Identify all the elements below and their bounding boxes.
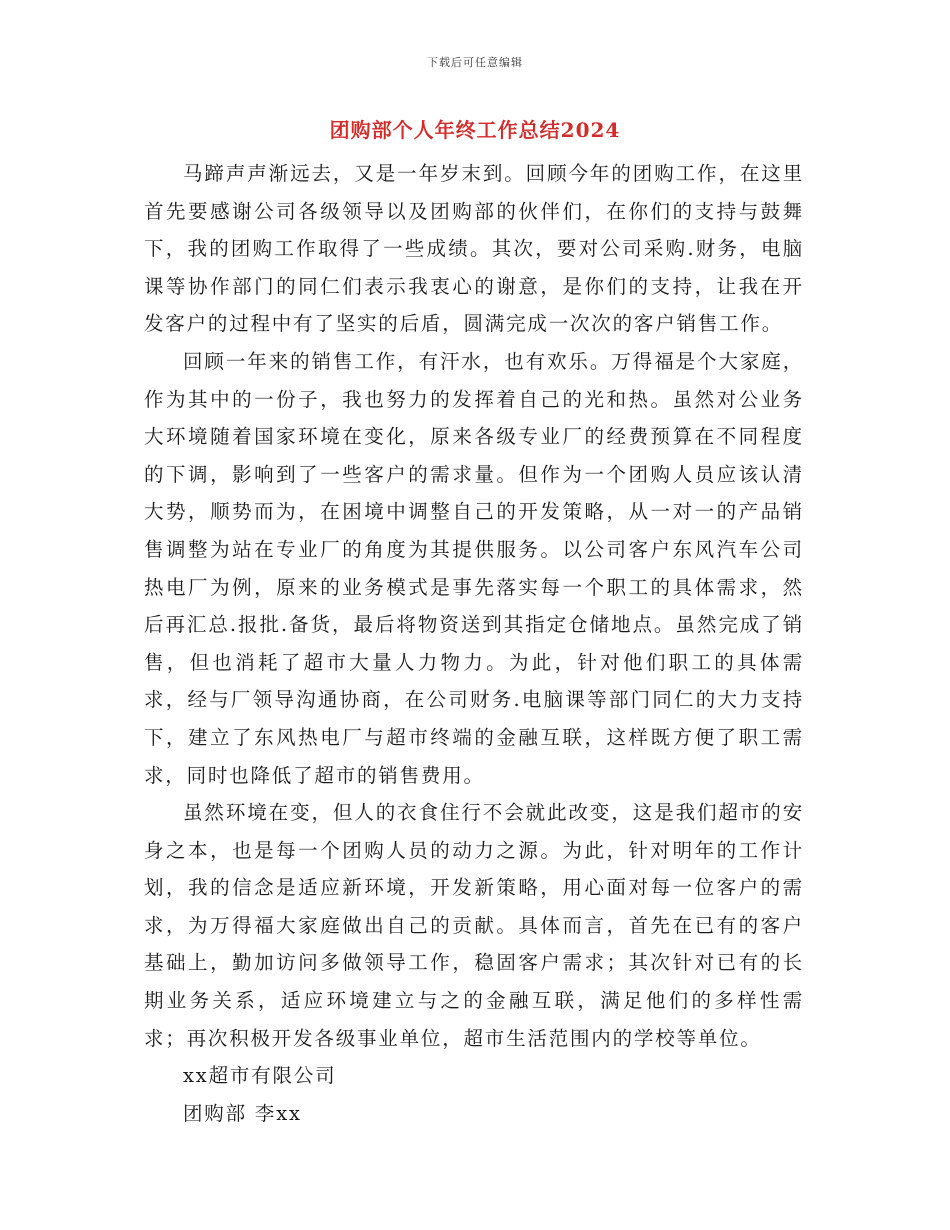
signature-department-person: 团购部 李xx <box>183 1101 302 1125</box>
paragraph-review: 回顾一年来的销售工作，有汗水，也有欢乐。万得福是个大家庭，作为其中的一份子，我也努力的发挥着自己的光和热。虽然对公业务大环境随着国家环境在变化，原来各级专业厂的经费预算在不同程度的下调，影响到了一些客户的需求量。但作为一个团购人员应该认清大势，顺势而为，在困境中调整自己的开发策略，从一对一的产品销售调整为站在专业厂的角度为其提供服务。以公司客户东风汽车公司热电厂为例，原来的业务模式是事先落实每一个职工的具体需求，然后再汇总.报批.备货，最后将物资送到其指定仓储地点。虽然完成了销售，但也消耗了超市大量人力物力。为此，针对他们职工的具体需求，经与厂领导沟通协商，在公司财务.电脑课等部门同仁的大力支持下，建立了东风热电厂与超市终端的金融互联，这样既方便了职工需求，同时也降低了超市的销售费用。 <box>144 349 804 787</box>
document-title: 团购部个人年终工作总结2024 <box>329 118 621 142</box>
paragraph-plan: 虽然环境在变，但人的衣食住行不会就此改变，这是我们超市的安身之本，也是每一个团购人员的动力之源。为此，针对明年的工作计划，我的信念是适应新环境，开发新策略，用心面对每一位客户的需求，为万得福大家庭做出自己的贡献。具体而言，首先在已有的客户基础上，勤加访问多做领导工作，稳固客户需求；其次针对已有的长期业务关系，适应环境建立与之的金融互联，满足他们的多样性需求；再次积极开发各级事业单位，超市生活范围内的学校等单位。 <box>144 801 804 1050</box>
signature-company: xx超市有限公司 <box>183 1064 337 1088</box>
header-note: 下载后可任意编辑 <box>427 56 523 69</box>
document-body <box>144 155 804 1132</box>
paragraph-intro: 马蹄声声渐远去，又是一年岁末到。回顾今年的团购工作，在这里首先要感谢公司各级领导以及团购部的伙伴们，在你们的支持与鼓舞下，我的团购工作取得了一些成绩。其次，要对公司采购.财务，电脑课等协作部门的同仁们表示我衷心的谢意，是你们的支持，让我在开发客户的过程中有了坚实的后盾，圆满完成一次次的客户销售工作。 <box>144 162 804 336</box>
